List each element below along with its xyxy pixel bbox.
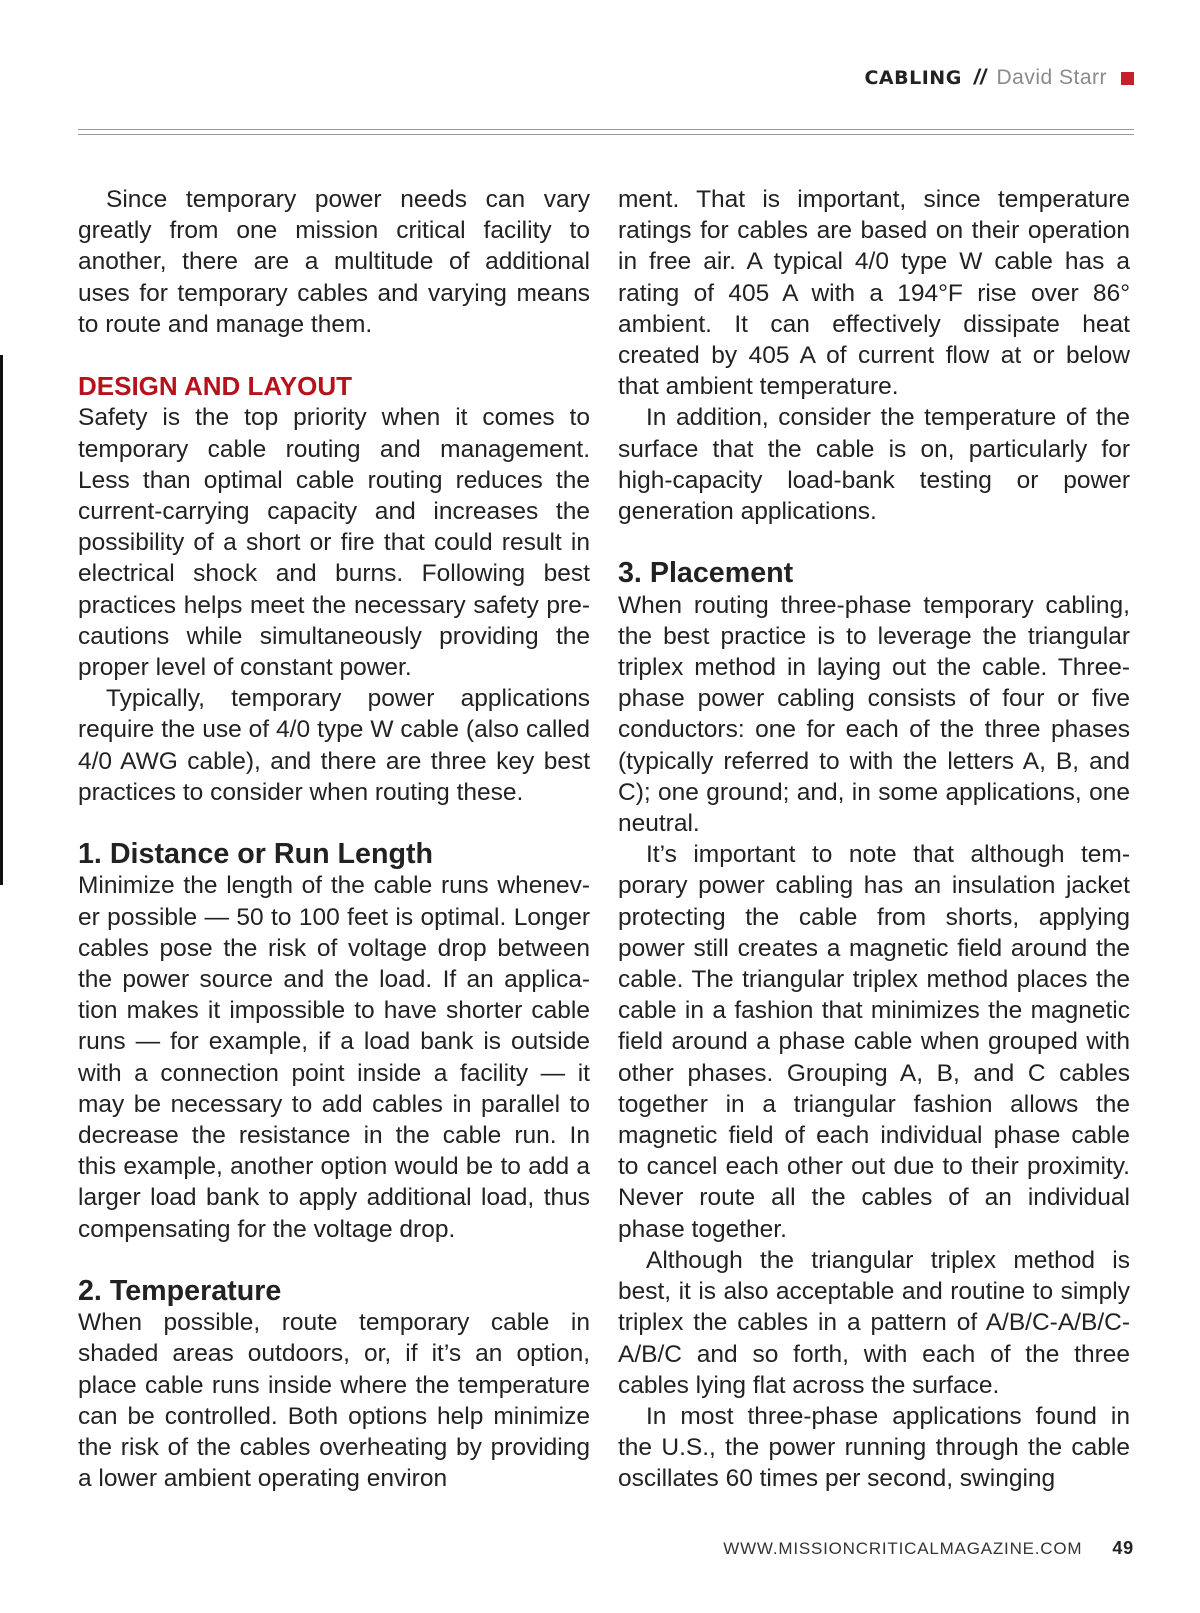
temperature-paragraph-2: In addition, consider the temperature of the surface that the cable is on, particularly for high-capacity load-bank testing or power generation applications.	[618, 404, 1130, 526]
page-footer	[723, 1538, 1134, 1559]
header-separator: //	[973, 66, 987, 89]
red-square-icon	[1121, 72, 1134, 85]
intro-paragraph: Since temporary power needs can vary greatly from one mission critical facility to another, there are a multitude of additional uses for temporary cables and varying means to route and manage them.	[78, 186, 590, 338]
placement-paragraph-4: In most three-phase applications found in the U.S., the power running through the cable oscillates 60 times per second, swinging	[618, 1402, 1130, 1493]
design-paragraph-2: Typically, temporary power applications require the use of 4/0 type W cable (also called 4/0 AWG cable), and there are three key best practices to consider when routing these.	[78, 685, 590, 806]
design-paragraph-1: Safety is the top priority when it comes to temporary cable routing and management. Less than optimal cable routing reduces the current-carrying capacity and increases the possibility of a short or fire that could result in electrical shock and burns. Following best practices helps meet the necessary safety precautions while simultaneously providing the proper level of constant power.	[78, 404, 590, 682]
running-header	[864, 66, 1134, 90]
placement-paragraph-3: Although the triangular triplex method is best, it is also acceptable and routine to simply triplex the cables in a pattern of A/B/C-A/B/C-A/B/C and so forth, with each of the three cables lying flat across the surface.	[618, 1246, 1130, 1399]
distance-paragraph: Minimize the length of the cable runs whenever possible — 50 to 100 feet is optimal. Longer cables pose the risk of voltage drop between the power source and the load. If an application makes it impossible to have shorter cable runs — for example, if a load bank is outside with a connection point inside a facility — it may be necessary to add cables in parallel to decrease the resistance in the cable run. In this example, another option would be to add a larger load bank to apply additional load, thus compensating for the voltage drop.	[78, 872, 590, 1243]
heading-distance: 1. Distance or Run Length	[78, 838, 434, 871]
section-label: CABLING	[864, 67, 962, 89]
spacer	[78, 1245, 590, 1276]
header-rule-top	[78, 129, 1134, 130]
temperature-paragraph-1: When possible, route temporary cable in shaded areas outdoors, or, if it’s an option, place cable runs inside where the temperature can be controlled. Both options help minimize the risk of the cables overheating by providing a lower ambient operating environ	[78, 1309, 590, 1493]
website-url: WWW.MISSIONCRITICALMAGAZINE.COM	[723, 1539, 1083, 1558]
left-column	[78, 184, 590, 1494]
header-rule-bottom	[78, 134, 1134, 135]
spacer	[78, 808, 590, 839]
author-name: David Starr	[996, 66, 1107, 89]
heading-placement: 3. Placement	[618, 557, 794, 590]
margin-bar	[0, 355, 3, 885]
heading-design-and-layout: DESIGN AND LAYOUT	[78, 371, 352, 402]
spacer	[618, 527, 1130, 558]
right-column	[618, 184, 1130, 1495]
placement-paragraph-2: It’s important to note that although temporary power cabling has an insulation jacket protecting the cable from shorts, applying power still creates a magnetic field around the cable. The triangular triplex method places the cable in a fashion that minimizes the magnetic field around a phase cable when grouped with other phases. Grouping A, B, and C cables together in a triangular fashion allows the magnetic field of each individual phase cable to cancel each other out due to their proximity. Never route all the cables of an individual phase together.	[618, 841, 1130, 1243]
heading-temperature: 2. Temperature	[78, 1275, 282, 1308]
placement-paragraph-1: When routing three-phase temporary cabling, the best practice is to leverage the triangular triplex method in laying out the cable. Three-phase power cabling consists of four or five conductors: one for each of the three phases (typically referred to with the letters A, B, and C); one ground; and, in some applications, one neutral.	[618, 591, 1130, 838]
spacer	[78, 340, 590, 371]
page-number: 49	[1112, 1538, 1134, 1558]
temperature-continuation: ment. That is important, since temperature ratings for cables are based on their operation in free air. A typical 4/0 type W cable has a rating of 405 A with a 194°F rise over 86° ambient. It can effectively dissipate heat created by 405 A of current flow at or below that ambient temperature.	[618, 186, 1130, 401]
